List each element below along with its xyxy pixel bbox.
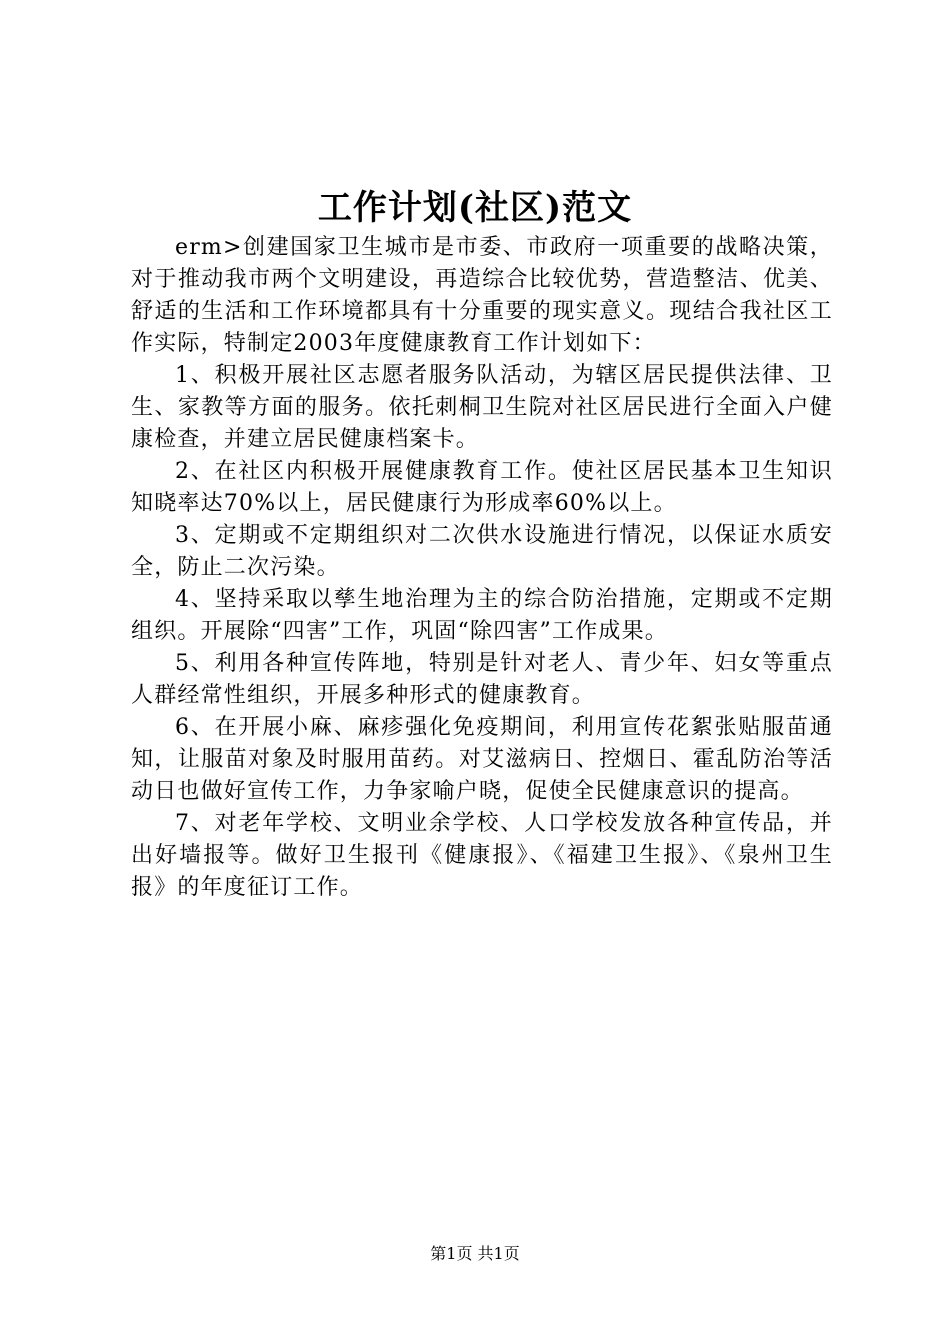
intro-paragraph: erm>创建国家卫生城市是市委、市政府一项重要的战略决策，对于推动我市两个文明建设，再造综合比较优势，营造整洁、优美、舒适的生活和工作环境都具有十分重要的现实意义。现结合我社区工作实际，特制定2003年度健康教育工作计划如下： bbox=[131, 235, 833, 356]
plan-item-3: 3、定期或不定期组织对二次供水设施进行情况，以保证水质安全，防止二次污染。 bbox=[131, 523, 833, 580]
document-title: 工作计划(社区)范文 bbox=[317, 188, 633, 228]
plan-item-6: 6、在开展小麻、麻疹强化免疫期间，利用宣传花絮张贴服苗通知，让服苗对象及时服用苗药。对艾滋病日、控烟日、霍乱防治等活动日也做好宣传工作，力争家喻户晓，促使全民健康意识的提高。 bbox=[131, 715, 833, 804]
document-body bbox=[131, 232, 833, 904]
plan-item-7: 7、对老年学校、文明业余学校、人口学校发放各种宣传品，并出好墙报等。做好卫生报刊《健康报》、《福建卫生报》、《泉州卫生报》的年度征订工作。 bbox=[131, 811, 833, 900]
plan-item-2: 2、在社区内积极开展健康教育工作。使社区居民基本卫生知识知晓率达70%以上，居民健康行为形成率60%以上。 bbox=[131, 459, 833, 516]
plan-item-4: 4、坚持采取以孳生地治理为主的综合防治措施，定期或不定期组织。开展除“四害”工作，巩固“除四害”工作成果。 bbox=[131, 587, 833, 644]
plan-item-1: 1、积极开展社区志愿者服务队活动，为辖区居民提供法律、卫生、家教等方面的服务。依托刺桐卫生院对社区居民进行全面入户健康检查，并建立居民健康档案卡。 bbox=[131, 363, 833, 452]
page-number-footer: 第1页 共1页 bbox=[430, 1244, 520, 1263]
plan-item-5: 5、利用各种宣传阵地，特别是针对老人、青少年、妇女等重点人群经常性组织，开展多种形式的健康教育。 bbox=[131, 651, 833, 708]
